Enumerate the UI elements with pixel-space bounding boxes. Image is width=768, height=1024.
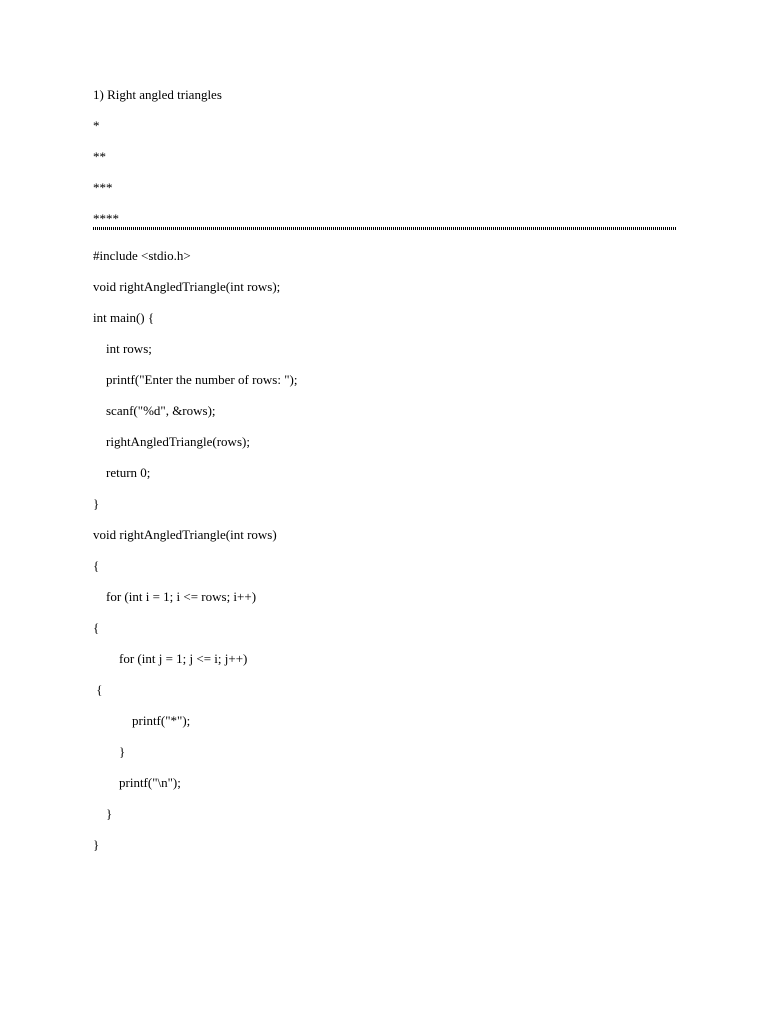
code-line: } (93, 837, 100, 852)
code-line: void rightAngledTriangle(int rows); (93, 279, 281, 294)
code-line: int rows; (93, 341, 152, 356)
pattern-line: ** (93, 149, 106, 164)
code-line: printf("Enter the number of rows: "); (93, 372, 298, 387)
code-line: for (int j = 1; j <= i; j++) (93, 651, 248, 666)
code-line: return 0; (93, 465, 151, 480)
code-line: } (93, 744, 126, 759)
pattern-line: * (93, 118, 100, 133)
pattern-line: *** (93, 180, 113, 195)
code-line: scanf("%d", &rows); (93, 403, 216, 418)
code-line: rightAngledTriangle(rows); (93, 434, 250, 449)
code-line: } (93, 496, 100, 511)
document-heading: 1) Right angled triangles (93, 87, 222, 102)
code-line: void rightAngledTriangle(int rows) (93, 527, 277, 542)
code-line: #include <stdio.h> (93, 248, 191, 263)
code-line: printf("\n"); (93, 775, 181, 790)
code-line: { (93, 620, 100, 635)
code-line: { (93, 558, 100, 573)
separator-rule (93, 227, 676, 230)
code-line: } (93, 806, 113, 821)
code-line: for (int i = 1; i <= rows; i++) (93, 589, 257, 604)
pattern-line: **** (93, 211, 119, 226)
code-line: { (93, 682, 103, 697)
code-line: printf("*"); (93, 713, 191, 728)
code-line: int main() { (93, 310, 155, 325)
